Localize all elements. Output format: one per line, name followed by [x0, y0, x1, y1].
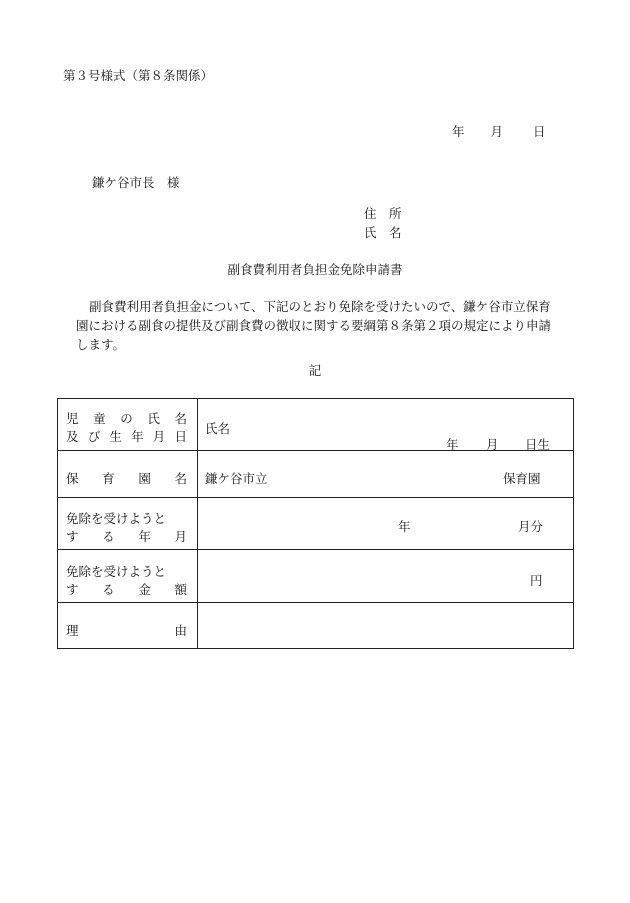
table-row-reason: [58, 603, 574, 649]
date-year: 年: [452, 124, 465, 139]
reason-label: 理 由: [66, 623, 187, 638]
period-year: 年: [398, 519, 411, 534]
child-label-cell: [58, 399, 198, 451]
table-row-period: [58, 498, 574, 550]
birth-year: 年: [446, 437, 459, 452]
reason-label-cell: [58, 603, 198, 649]
amount-label-line1: 免除を受けようと: [66, 564, 167, 579]
date-month: 月: [490, 124, 504, 139]
name-label: 氏 名: [364, 225, 402, 240]
amount-label-line2: す る 金 額: [66, 582, 187, 597]
addressee: 鎌ケ谷市長 様: [92, 175, 180, 190]
period-label-line1: 免除を受けようと: [66, 511, 167, 526]
nursery-suffix: 保育園: [503, 471, 541, 486]
birth-day: 日生: [525, 437, 551, 452]
child-label-line2: 及 び 生 年 月 日: [66, 429, 187, 444]
table-row-child: [58, 399, 574, 451]
period-label-cell: [58, 498, 198, 550]
nursery-city: 鎌ケ谷市立: [205, 471, 268, 486]
child-name-label: 氏名: [205, 421, 231, 436]
period-label-line2: す る 年 月: [66, 529, 187, 544]
address-label: 住 所: [364, 206, 402, 221]
birth-month: 月: [486, 437, 499, 452]
nursery-label: 保 育 園 名: [66, 471, 187, 486]
amount-label-cell: [58, 550, 198, 603]
child-label-line1: 児 童 の 氏 名: [66, 411, 187, 426]
body-text: 副食費利用者負担金について、下記のとおり免除を受けたいので、鎌ケ谷市立保育園における副食の提供及び副食費の徴収に関する要綱第８条第２項の規定により申請します。: [76, 299, 552, 352]
period-month: 月分: [518, 519, 544, 534]
date-line: [452, 126, 546, 139]
child-value-cell[interactable]: [198, 399, 574, 451]
table-row-amount: [58, 550, 574, 603]
form-number: 第３号様式（第８条関係）: [63, 68, 214, 83]
amount-value-cell[interactable]: [198, 550, 574, 603]
period-value-cell[interactable]: [198, 498, 574, 550]
ki-heading: 記: [308, 363, 322, 378]
document-title: 副食費利用者負担金免除申請書: [227, 262, 403, 277]
application-table: [57, 398, 574, 649]
nursery-label-cell: [58, 451, 198, 498]
date-day: 日: [533, 124, 546, 139]
reason-value-cell[interactable]: [198, 603, 574, 649]
table-row-nursery: [58, 451, 574, 498]
amount-unit: 円: [530, 573, 543, 588]
nursery-value-cell[interactable]: [198, 451, 574, 498]
